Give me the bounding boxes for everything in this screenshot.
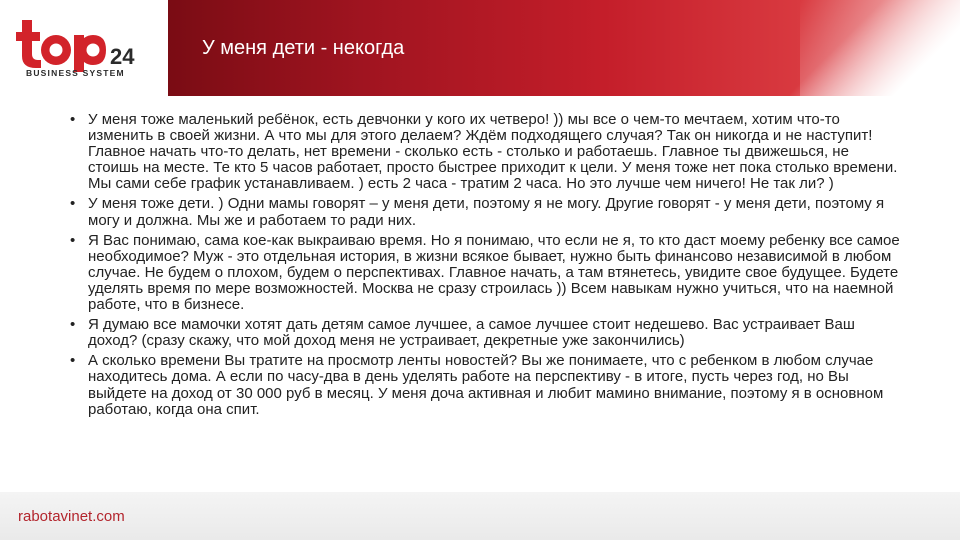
footer-watermark: rabotavinet.com [18,508,125,525]
header-fade [790,0,960,96]
bullet-item: • У меня тоже маленький ребёнок, есть девчонки у кого их четверо! )) мы все о чем-то мечтаем, хотим что-то изменить в своей жизни. А что мы для этого делаем? Ждём подходящего случая? Так он никогда и не наступит! Главное начать что-то делать, нет времени - сколько есть - столько и работаешь. Главное ты движешься, не стоишь на месте. Те кто 5 часов работает, просто быстрее приходит к цели. У меня тоже нет пока столько времени. Мы сами себе график устанавливаем. ) есть 2 часа - тратим 2 часа. Но это лучше чем ничего! Не так ли? ) [70,112,900,192]
bullet-list [70,112,900,418]
bullet-item: • У меня тоже дети. ) Одни мамы говорят – у меня дети, поэтому я не могу. Другие говорят - у меня дети, поэтому я могу и должна. Мы же и работаем то ради них. [70,196,900,228]
bullet-item: • Я думаю все мамочки хотят дать детям самое лучшее, а самое лучшее стоит недешево. Вас устраивает Ваш доход? (сразу скажу, что мой доход меня не устраивает, декретные уже закончились) [70,317,900,349]
logo-mark [12,16,162,72]
logo-number: 24 [110,44,135,69]
top24-logo [12,16,162,86]
slide-content [70,112,900,422]
bullet-item: • А сколько времени Вы тратите на просмотр ленты новостей? Вы же понимаете, что с ребенком в любом случае находитесь дома. А если по часу-два в день уделять работе на перспективу - в итоге, пусть через год, но Вы выйдете на доход от 30 000 руб в месяц. У меня доча активная и любит мамино внимание, поэтому я в основном работаю, когда она спит. [70,353,900,417]
logo-subtitle: BUSINESS SYSTEM [26,68,125,78]
footer-bar [0,492,960,540]
bullet-item: • Я Вас понимаю, сама кое-как выкраиваю время. Но я понимаю, что если не я, то кто даст моему ребенку все самое необходимое? Муж - это отдельная история, в жизни всякое бывает, нужно быть финансово независимой в любом случае. Не будем о плохом, будем о перспективах. Главное начать, а там втянетесь, увидите свое будущее. Будете уделять время по мере возможностей. Москва не сразу строилась )) Всем навыкам нужно учиться, что на наемной работе, что в бизнесе. [70,233,900,313]
slide-title: У меня дети - некогда [202,37,405,59]
